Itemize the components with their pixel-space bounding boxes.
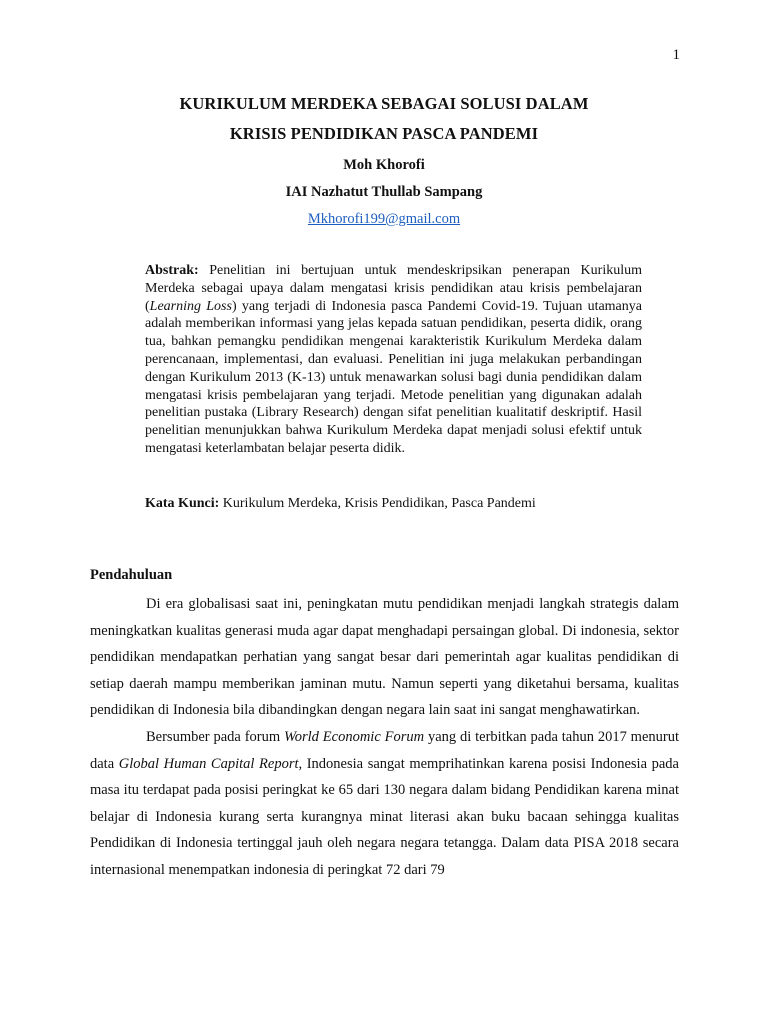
introduction-paragraph-1: Di era globalisasi saat ini, peningkatan mutu pendidikan menjadi langkah strategis dalam meningkatkan kualitas generasi muda agar dapat menghadapi persaingan global. Di indonesia, sektor pendidikan mendapatkan perhatian yang sangat besar dari pemerintah agar kualitas pendidikan di setiap daerah mampu memberikan jaminan mutu. Namun seperti yang diketahui bersama, kualitas pendidikan di Indonesia bila dibandingkan dengan negara lain saat ini sangat menghawatirkan. — [90, 596, 679, 719]
keywords-label: Kata Kunci: — [145, 496, 220, 511]
keywords — [145, 495, 642, 513]
introduction-paragraph-2 — [90, 724, 679, 884]
author-email-row — [0, 210, 768, 228]
abstract-label: Abstrak: — [145, 263, 199, 278]
abstract — [145, 262, 642, 458]
keywords-text: Kurikulum Merdeka, Krisis Pendidikan, Pasca Pandemi — [219, 496, 536, 511]
paragraph-2-italic-2: Global Human Capital Report — [118, 755, 299, 772]
page-number: 1 — [672, 47, 680, 63]
abstract-text-part-1: Penelitian ini bertujuan untuk mendeskripsikan penerapan Kurikulum Merdeka sebagai upaya dalam mengatasi krisis pendidikan atau krisis pembelajaran ( — [145, 263, 642, 314]
paper-title-line-2: KRISIS PENDIDIKAN PASCA PANDEMI — [229, 124, 539, 143]
section-heading-introduction: Pendahuluan — [90, 567, 173, 583]
abstract-text-part-2: ) yang terjadi di Indonesia pasca Pandemi Covid-19. Tujuan utamanya adalah memberikan informasi yang jelas kepada satuan pendidikan, peserta didik, orang tua, bahkan pemangku pendidikan mengenai karakteristik Kurikulum Merdeka dalam perencanaan, implementasi, dan evaluasi. Penelitian ini juga melakukan perbandingan dengan Kurikulum 2013 (K-13) untuk menawarkan solusi bagi dunia pendidikan dalam mengatasi krisis pembelajaran yang terjadi. Metode penelitian yang digunakan adalah penelitian pustaka (Library Research) dengan sifat penelitian kualitatif deskriptif. Hasil penelitian menunjukkan bahwa Kurikulum Merdeka dapat menjadi solusi efektif untuk mengatasi keterlambatan belajar peserta didik. — [145, 298, 642, 456]
abstract-italic-term: Learning Loss — [149, 298, 232, 314]
author-affiliation: IAI Nazhatut Thullab Sampang — [285, 184, 483, 200]
author-name: Moh Khorofi — [343, 157, 425, 173]
paragraph-2-text-1: Bersumber pada forum — [146, 728, 284, 745]
paragraph-2-italic-1: World Economic Forum — [284, 728, 425, 745]
introduction-body — [90, 591, 679, 884]
paragraph-2-text-3: , Indonesia sangat memprihatinkan karena posisi Indonesia pada masa itu terdapat pada posisi peringkat ke 65 dari 130 negara dalam bidang Pendidikan karena minat belajar di Indonesia kurang serta kurangnya minat literasi akan buku bacaan sehingga kualitas Pendidikan di Indonesia tertinggal jauh oleh negara negara tetangga. Dalam data PISA 2018 secara internasional menempatkan indonesia di peringkat 72 dari 79 — [90, 755, 679, 878]
paragraph-2-text-2: yang di terbitkan pada tahun 2017 menurut data — [90, 728, 679, 772]
author-email-link[interactable]: Mkhorofi199@gmail.com — [307, 211, 461, 227]
paper-title-line-1: KURIKULUM MERDEKA SEBAGAI SOLUSI DALAM — [179, 94, 589, 113]
